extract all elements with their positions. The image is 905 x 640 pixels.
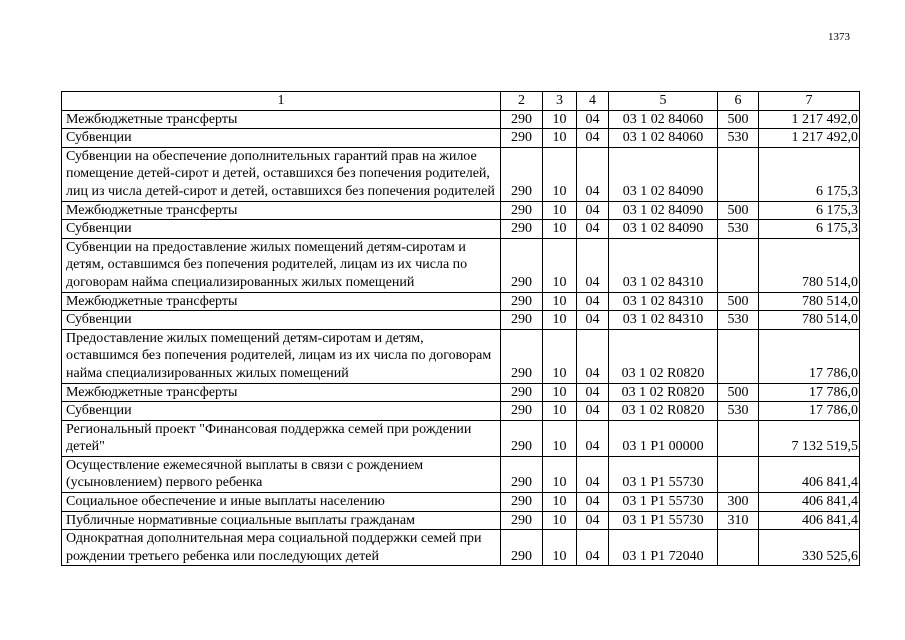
row-ved: 290 bbox=[501, 220, 543, 239]
row-ved: 290 bbox=[501, 147, 543, 201]
table-row bbox=[62, 511, 860, 530]
row-rz: 10 bbox=[543, 493, 577, 512]
row-sum: 780 514,0 bbox=[759, 311, 860, 330]
row-sum: 406 841,4 bbox=[759, 511, 860, 530]
row-csr: 03 1 02 R0820 bbox=[609, 329, 718, 383]
row-pr: 04 bbox=[577, 383, 609, 402]
row-name: Межбюджетные трансферты bbox=[62, 110, 501, 129]
row-csr: 03 1 02 84060 bbox=[609, 129, 718, 148]
row-rz: 10 bbox=[543, 129, 577, 148]
row-pr: 04 bbox=[577, 201, 609, 220]
row-csr: 03 1 02 84310 bbox=[609, 238, 718, 292]
table-row bbox=[62, 129, 860, 148]
row-sum: 406 841,4 bbox=[759, 456, 860, 492]
row-ved: 290 bbox=[501, 201, 543, 220]
row-sum: 7 132 519,5 bbox=[759, 420, 860, 456]
column-header-vr: 6 bbox=[718, 92, 759, 111]
row-rz: 10 bbox=[543, 383, 577, 402]
row-pr: 04 bbox=[577, 220, 609, 239]
row-vr bbox=[718, 329, 759, 383]
row-sum: 6 175,3 bbox=[759, 147, 860, 201]
row-ved: 290 bbox=[501, 402, 543, 421]
row-pr: 04 bbox=[577, 238, 609, 292]
row-rz: 10 bbox=[543, 311, 577, 330]
row-ved: 290 bbox=[501, 383, 543, 402]
row-sum: 17 786,0 bbox=[759, 383, 860, 402]
row-csr: 03 1 02 84090 bbox=[609, 147, 718, 201]
row-name: Социальное обеспечение и иные выплаты населению bbox=[62, 493, 501, 512]
column-header-ved: 2 bbox=[501, 92, 543, 111]
row-pr: 04 bbox=[577, 420, 609, 456]
table-row bbox=[62, 292, 860, 311]
row-ved: 290 bbox=[501, 238, 543, 292]
row-pr: 04 bbox=[577, 147, 609, 201]
column-header-sum: 7 bbox=[759, 92, 860, 111]
row-pr: 04 bbox=[577, 129, 609, 148]
column-header-csr: 5 bbox=[609, 92, 718, 111]
row-ved: 290 bbox=[501, 311, 543, 330]
table-row bbox=[62, 329, 860, 383]
row-csr: 03 1 02 R0820 bbox=[609, 383, 718, 402]
row-rz: 10 bbox=[543, 110, 577, 129]
row-pr: 04 bbox=[577, 493, 609, 512]
table-row bbox=[62, 402, 860, 421]
row-csr: 03 1 P1 55730 bbox=[609, 511, 718, 530]
table-row bbox=[62, 420, 860, 456]
table-row bbox=[62, 456, 860, 492]
row-vr: 530 bbox=[718, 220, 759, 239]
row-sum: 780 514,0 bbox=[759, 292, 860, 311]
row-vr: 500 bbox=[718, 201, 759, 220]
row-sum: 1 217 492,0 bbox=[759, 129, 860, 148]
row-csr: 03 1 02 84060 bbox=[609, 110, 718, 129]
row-vr: 500 bbox=[718, 110, 759, 129]
row-pr: 04 bbox=[577, 110, 609, 129]
row-csr: 03 1 02 84310 bbox=[609, 311, 718, 330]
table-row bbox=[62, 311, 860, 330]
row-pr: 04 bbox=[577, 530, 609, 566]
row-sum: 780 514,0 bbox=[759, 238, 860, 292]
row-sum: 6 175,3 bbox=[759, 220, 860, 239]
table-row bbox=[62, 220, 860, 239]
row-vr bbox=[718, 147, 759, 201]
table-row bbox=[62, 147, 860, 201]
table-row bbox=[62, 530, 860, 566]
table-row bbox=[62, 493, 860, 512]
row-csr: 03 1 02 84310 bbox=[609, 292, 718, 311]
row-name: Субвенции bbox=[62, 129, 501, 148]
row-name: Субвенции bbox=[62, 311, 501, 330]
row-vr: 300 bbox=[718, 493, 759, 512]
row-csr: 03 1 02 84090 bbox=[609, 201, 718, 220]
header-row bbox=[62, 92, 860, 111]
row-name: Осуществление ежемесячной выплаты в связи с рождением (усыновлением) первого ребенка bbox=[62, 456, 501, 492]
row-vr bbox=[718, 456, 759, 492]
row-name: Субвенции bbox=[62, 402, 501, 421]
row-pr: 04 bbox=[577, 402, 609, 421]
row-pr: 04 bbox=[577, 511, 609, 530]
row-ved: 290 bbox=[501, 493, 543, 512]
row-rz: 10 bbox=[543, 147, 577, 201]
row-name: Межбюджетные трансферты bbox=[62, 292, 501, 311]
row-vr: 310 bbox=[718, 511, 759, 530]
row-ved: 290 bbox=[501, 129, 543, 148]
row-vr bbox=[718, 530, 759, 566]
row-ved: 290 bbox=[501, 329, 543, 383]
row-sum: 330 525,6 bbox=[759, 530, 860, 566]
row-sum: 1 217 492,0 bbox=[759, 110, 860, 129]
row-name: Субвенции на обеспечение дополнительных гарантий прав на жилое помещение детей-сирот и детей, оставшихся без попечения родителей, лиц из числа детей-сирот и детей, оставшихся без попечения родителей bbox=[62, 147, 501, 201]
row-csr: 03 1 P1 72040 bbox=[609, 530, 718, 566]
row-ved: 290 bbox=[501, 420, 543, 456]
row-sum: 406 841,4 bbox=[759, 493, 860, 512]
row-csr: 03 1 P1 55730 bbox=[609, 456, 718, 492]
row-pr: 04 bbox=[577, 456, 609, 492]
row-rz: 10 bbox=[543, 201, 577, 220]
row-rz: 10 bbox=[543, 402, 577, 421]
row-csr: 03 1 02 84090 bbox=[609, 220, 718, 239]
row-rz: 10 bbox=[543, 220, 577, 239]
row-vr: 500 bbox=[718, 383, 759, 402]
row-name: Межбюджетные трансферты bbox=[62, 383, 501, 402]
row-pr: 04 bbox=[577, 311, 609, 330]
row-vr: 530 bbox=[718, 311, 759, 330]
table-row bbox=[62, 383, 860, 402]
row-name: Предоставление жилых помещений детям-сиротам и детям, оставшимся без попечения родителей, лицам из их числа по договорам найма специализированных жилых помещений bbox=[62, 329, 501, 383]
row-vr bbox=[718, 238, 759, 292]
row-name: Межбюджетные трансферты bbox=[62, 201, 501, 220]
row-name: Региональный проект "Финансовая поддержка семей при рождении детей" bbox=[62, 420, 501, 456]
row-ved: 290 bbox=[501, 456, 543, 492]
row-sum: 17 786,0 bbox=[759, 402, 860, 421]
row-vr: 500 bbox=[718, 292, 759, 311]
row-name: Субвенции bbox=[62, 220, 501, 239]
row-rz: 10 bbox=[543, 530, 577, 566]
row-rz: 10 bbox=[543, 329, 577, 383]
row-ved: 290 bbox=[501, 292, 543, 311]
row-sum: 6 175,3 bbox=[759, 201, 860, 220]
column-header-pr: 4 bbox=[577, 92, 609, 111]
row-ved: 290 bbox=[501, 110, 543, 129]
row-pr: 04 bbox=[577, 292, 609, 311]
row-vr: 530 bbox=[718, 402, 759, 421]
budget-table bbox=[61, 91, 860, 566]
row-csr: 03 1 P1 00000 bbox=[609, 420, 718, 456]
table-row bbox=[62, 201, 860, 220]
row-csr: 03 1 02 R0820 bbox=[609, 402, 718, 421]
row-rz: 10 bbox=[543, 292, 577, 311]
row-rz: 10 bbox=[543, 511, 577, 530]
row-vr: 530 bbox=[718, 129, 759, 148]
row-rz: 10 bbox=[543, 456, 577, 492]
table-row bbox=[62, 238, 860, 292]
row-sum: 17 786,0 bbox=[759, 329, 860, 383]
row-name: Однократная дополнительная мера социальной поддержки семей при рождении третьего ребенка или последующих детей bbox=[62, 530, 501, 566]
column-header-name: 1 bbox=[62, 92, 501, 111]
row-name: Субвенции на предоставление жилых помещений детям-сиротам и детям, оставшимся без попечения родителей, лицам из их числа по договорам найма специализированных жилых помещений bbox=[62, 238, 501, 292]
row-pr: 04 bbox=[577, 329, 609, 383]
row-rz: 10 bbox=[543, 420, 577, 456]
row-csr: 03 1 P1 55730 bbox=[609, 493, 718, 512]
row-rz: 10 bbox=[543, 238, 577, 292]
row-ved: 290 bbox=[501, 511, 543, 530]
table-row bbox=[62, 110, 860, 129]
row-vr bbox=[718, 420, 759, 456]
page-number: 1373 bbox=[828, 31, 850, 43]
row-ved: 290 bbox=[501, 530, 543, 566]
column-header-rz: 3 bbox=[543, 92, 577, 111]
row-name: Публичные нормативные социальные выплаты гражданам bbox=[62, 511, 501, 530]
